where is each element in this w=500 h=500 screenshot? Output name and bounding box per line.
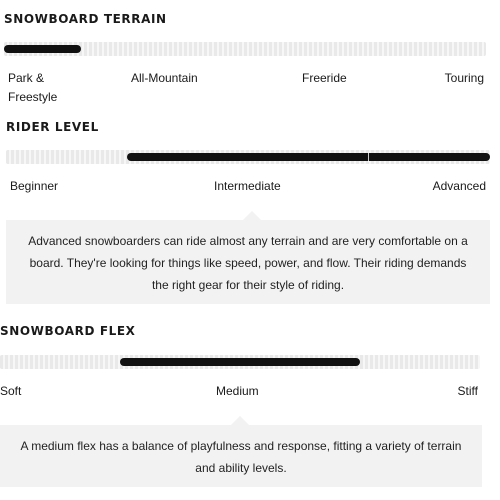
- rider-level-label-intermediate: Intermediate: [214, 179, 281, 193]
- flex-label-medium: Medium: [216, 384, 259, 398]
- terrain-label-touring: Touring: [444, 71, 484, 85]
- rider-level-heading: RIDER LEVEL: [6, 120, 99, 134]
- rider-level-scale-track: [6, 150, 490, 164]
- flex-label-stiff: Stiff: [457, 384, 478, 398]
- flex-description-text: A medium flex has a balance of playfulness and response, fitting a variety of terrain and ability levels.: [20, 439, 462, 475]
- flex-description: [0, 425, 482, 487]
- rider-level-scale-fill: [127, 153, 490, 161]
- terrain-heading: SNOWBOARD TERRAIN: [4, 12, 167, 26]
- rider-level-label-beginner: Beginner: [10, 179, 59, 193]
- terrain-label-all-mountain: All-Mountain: [131, 71, 198, 85]
- terrain-scale-track: [4, 42, 486, 56]
- rider-level-description: [6, 220, 490, 304]
- rider-level-label-advanced: Advanced: [432, 179, 486, 193]
- terrain-label-park-freestyle: Park & Freestyle: [8, 71, 58, 104]
- rider-level-scale-tick: [368, 152, 369, 162]
- terrain-label-freeride: Freeride: [302, 71, 347, 85]
- flex-heading: SNOWBOARD FLEX: [0, 324, 136, 338]
- flex-scale-track: [0, 355, 480, 369]
- flex-scale-fill: [120, 358, 360, 366]
- rider-level-description-text: Advanced snowboarders can ride almost any terrain and are very comfortable on a board. They're looking for things like speed, power, and flow. Their riding demands the right gear for their style of riding.: [28, 234, 468, 292]
- flex-description-pointer: [231, 416, 249, 425]
- terrain-scale-fill: [4, 45, 81, 53]
- rider-level-description-pointer: [243, 211, 261, 220]
- flex-label-soft: Soft: [0, 384, 22, 398]
